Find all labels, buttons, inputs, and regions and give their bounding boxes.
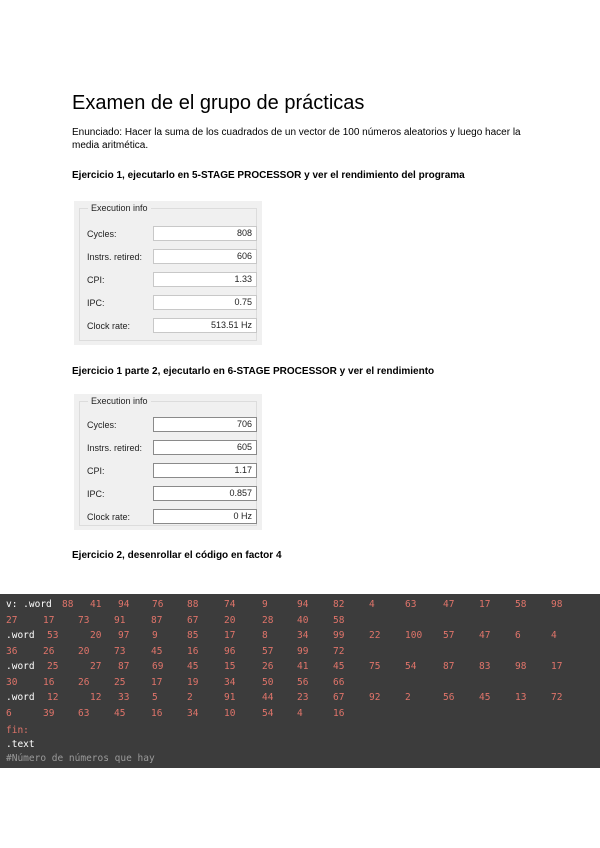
vector-value: 20 (78, 645, 90, 657)
vector-value: 6 (6, 707, 12, 719)
instrs-retired-label: Instrs. retired: (87, 252, 143, 262)
comment-line (6, 752, 155, 766)
vector-value: 12 (90, 692, 102, 703)
vector-value: 2 (405, 692, 411, 703)
vector-value: 99 (297, 645, 309, 657)
vector-value: 94 (297, 599, 309, 610)
vector-value: 63 (405, 599, 417, 610)
vector-value: 25 (47, 661, 59, 672)
vector-value: 27 (6, 614, 18, 626)
execution-info-legend: Execution info (88, 203, 151, 213)
code-line (0, 676, 600, 690)
vector-value: 26 (262, 661, 274, 672)
vector-value: 87 (151, 614, 163, 626)
ipc-label: IPC: (87, 489, 105, 499)
ipc-value: 0.857 (153, 486, 257, 501)
vector-value: 6 (515, 630, 521, 641)
page-title: Examen de el grupo de prácticas (72, 92, 365, 114)
vector-value: 98 (515, 661, 527, 672)
vector-value: 73 (78, 614, 90, 626)
vector-value: 34 (187, 707, 199, 719)
code-line (0, 614, 600, 628)
vector-value: 45 (187, 661, 199, 672)
vector-value: 91 (224, 692, 236, 703)
vector-value: 26 (43, 645, 55, 657)
vector-value: 99 (333, 630, 345, 641)
vector-value: 66 (333, 676, 345, 688)
vector-value: 8 (262, 630, 268, 641)
vector-value: 58 (333, 614, 345, 626)
execution-info-panel-1 (74, 201, 262, 345)
vector-value: 17 (224, 630, 236, 641)
vector-value: 75 (369, 661, 381, 672)
vector-value: 34 (297, 630, 309, 641)
code-comment: #Número de números que hay (6, 753, 155, 764)
vector-value: 4 (369, 599, 375, 610)
vector-value: 88 (187, 599, 199, 610)
word-directive: .word (6, 661, 35, 672)
vector-value: 13 (515, 692, 527, 703)
instrs-retired-label: Instrs. retired: (87, 443, 143, 453)
vector-value: 20 (224, 614, 236, 626)
ipc-value: 0.75 (153, 295, 257, 310)
vector-value: 27 (90, 661, 102, 672)
vector-value: 54 (262, 707, 274, 719)
vector-value: 26 (78, 676, 90, 688)
vector-value: 44 (262, 692, 274, 703)
code-line (0, 645, 600, 659)
code-line (0, 691, 600, 705)
vector-value: 57 (443, 630, 455, 641)
directive-line (6, 738, 35, 752)
cycles-label: Cycles: (87, 420, 117, 430)
vector-value: 91 (114, 614, 126, 626)
execution-info-panel-2 (74, 394, 262, 530)
vector-value: 67 (187, 614, 199, 626)
text-directive: .text (6, 739, 35, 750)
vector-value: 33 (118, 692, 130, 703)
instrs-retired-value: 606 (153, 249, 257, 264)
vector-value: 36 (6, 645, 18, 657)
instrs-retired-value: 605 (153, 440, 257, 455)
cpi-value: 1.17 (153, 463, 257, 478)
vector-value: 25 (114, 676, 126, 688)
enunciado-text: Enunciado: Hacer la suma de los cuadrados de un vector de 100 números aleatorios y luego hacer la media aritmética. (72, 127, 521, 151)
clock-rate-value: 0 Hz (153, 509, 257, 524)
vector-value: 30 (6, 676, 18, 688)
vector-value: 17 (551, 661, 563, 672)
vector-value: 67 (333, 692, 345, 703)
vector-value: 100 (405, 630, 423, 641)
vector-value: 97 (118, 630, 130, 641)
code-line (0, 660, 600, 674)
vector-value: 16 (187, 645, 199, 657)
vector-value: 34 (224, 676, 236, 688)
word-directive: v: .word (6, 599, 52, 610)
cycles-value: 706 (153, 417, 257, 432)
vector-value: 63 (78, 707, 90, 719)
exercise-2-heading: Ejercicio 2, desenrollar el código en factor 4 (72, 550, 282, 561)
vector-value: 39 (43, 707, 55, 719)
cpi-label: CPI: (87, 466, 105, 476)
execution-info-legend: Execution info (88, 396, 151, 406)
vector-value: 45 (333, 661, 345, 672)
vector-value: 10 (224, 707, 236, 719)
vector-value: 98 (551, 599, 563, 610)
vector-value: 85 (187, 630, 199, 641)
vector-value: 40 (297, 614, 309, 626)
fin-label: fin: (6, 725, 29, 736)
vector-value: 72 (333, 645, 345, 657)
vector-value: 23 (297, 692, 309, 703)
vector-value: 4 (297, 707, 303, 719)
cycles-value: 808 (153, 226, 257, 241)
vector-value: 17 (479, 599, 491, 610)
clock-rate-label: Clock rate: (87, 321, 131, 331)
vector-value: 47 (479, 630, 491, 641)
vector-value: 54 (405, 661, 417, 672)
vector-value: 88 (62, 599, 74, 610)
vector-value: 45 (151, 645, 163, 657)
vector-value: 50 (262, 676, 274, 688)
vector-value: 87 (118, 661, 130, 672)
code-line (0, 598, 600, 612)
clock-rate-label: Clock rate: (87, 512, 131, 522)
vector-value: 74 (224, 599, 236, 610)
vector-value: 69 (152, 661, 164, 672)
vector-value: 19 (187, 676, 199, 688)
vector-value: 87 (443, 661, 455, 672)
cpi-value: 1.33 (153, 272, 257, 287)
code-line (0, 707, 600, 721)
vector-value: 28 (262, 614, 274, 626)
vector-value: 16 (43, 676, 55, 688)
ipc-label: IPC: (87, 298, 105, 308)
vector-value: 96 (224, 645, 236, 657)
vector-value: 47 (443, 599, 455, 610)
vector-value: 9 (262, 599, 268, 610)
vector-value: 56 (297, 676, 309, 688)
cycles-label: Cycles: (87, 229, 117, 239)
vector-value: 94 (118, 599, 130, 610)
vector-value: 4 (551, 630, 557, 641)
exercise-1-heading: Ejercicio 1, ejecutarlo en 5-STAGE PROCESSOR y ver el rendimiento del programa (72, 170, 465, 181)
clock-rate-value: 513.51 Hz (153, 318, 257, 333)
vector-value: 41 (90, 599, 102, 610)
vector-value: 45 (479, 692, 491, 703)
vector-value: 41 (297, 661, 309, 672)
vector-value: 76 (152, 599, 164, 610)
vector-value: 16 (151, 707, 163, 719)
vector-value: 12 (47, 692, 59, 703)
vector-value: 58 (515, 599, 527, 610)
vector-value: 82 (333, 599, 345, 610)
vector-value: 72 (551, 692, 563, 703)
vector-value: 22 (369, 630, 381, 641)
vector-value: 17 (151, 676, 163, 688)
word-directive: .word (6, 630, 35, 641)
vector-value: 2 (187, 692, 193, 703)
vector-value: 9 (152, 630, 158, 641)
vector-value: 56 (443, 692, 455, 703)
word-directive: .word (6, 692, 35, 703)
vector-value: 17 (43, 614, 55, 626)
vector-value: 16 (333, 707, 345, 719)
cpi-label: CPI: (87, 275, 105, 285)
vector-value: 20 (90, 630, 102, 641)
vector-value: 92 (369, 692, 381, 703)
vector-value: 73 (114, 645, 126, 657)
label-line (6, 724, 29, 738)
vector-value: 15 (224, 661, 236, 672)
code-line (0, 629, 600, 643)
vector-value: 45 (114, 707, 126, 719)
exercise-1b-heading: Ejercicio 1 parte 2, ejecutarlo en 6-STAGE PROCESSOR y ver el rendimiento (72, 366, 435, 377)
vector-value: 53 (47, 630, 59, 641)
code-block (0, 594, 600, 768)
vector-value: 57 (262, 645, 274, 657)
vector-value: 83 (479, 661, 491, 672)
vector-value: 5 (152, 692, 158, 703)
